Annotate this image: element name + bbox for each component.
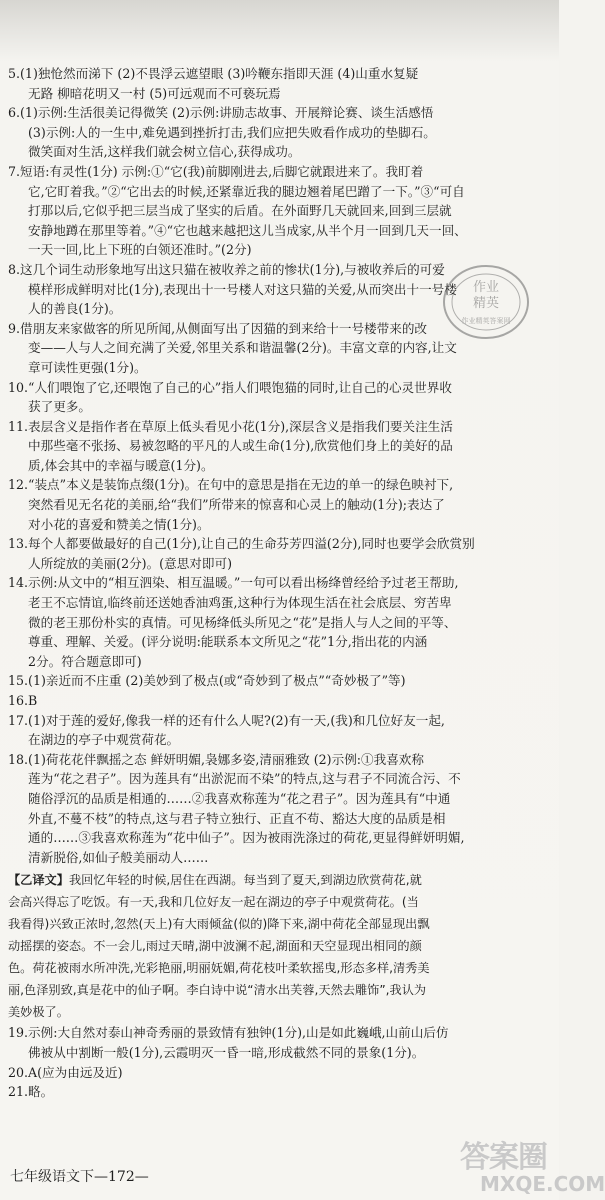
- answer-item: [8, 378, 548, 417]
- answer-line: 18.(1)荷花花伴飘摇之态 鲜妍明媚,袅娜多姿,清丽雅致 (2)示例:①我喜欢称: [8, 751, 424, 767]
- answer-line: 模样形成鲜明对比(1分),表现出十一号楼人对这只猫的关爱,从而突出十一号楼: [28, 281, 457, 297]
- yiwen-line: 会高兴得忘了吃饭。有一天,我和几位好友一起在湖边的亭子中观赏荷花。(当: [8, 895, 419, 910]
- answer-item: [8, 534, 548, 573]
- answer-line: 通的……③我喜欢称莲为“花中仙子”。因为被雨洗涤过的荷花,更显得鲜妍明媚,: [28, 830, 465, 846]
- answer-line: 无路 柳暗花明又一村 (5)可远观而不可亵玩焉: [28, 85, 281, 101]
- answer-item: [8, 417, 548, 476]
- answer-line: 获了更多。: [28, 399, 91, 415]
- answer-line: 人所绽放的美丽(2分)。(意思对即可): [28, 555, 232, 571]
- stamp-text-3: 作业精英答案网: [461, 317, 511, 325]
- answer-line: 对小花的喜爱和赞美之情(1分)。: [28, 516, 210, 532]
- answer-line: 人的善良(1分)。: [28, 301, 122, 317]
- answer-line: 变——人与人之间充满了关爱,邻里关系和谐温馨(2分)。丰富文章的内容,让文: [28, 340, 457, 356]
- answer-line: 20.A(应为由远及近): [8, 1064, 123, 1080]
- yiwen-line: [8, 869, 548, 891]
- answer-item: [8, 711, 548, 750]
- answer-item: [8, 1082, 548, 1102]
- answer-line: 质,体会其中的幸福与暖意(1分)。: [28, 457, 214, 473]
- answer-line: 17.(1)对于莲的爱好,像我一样的还有什么人呢?(2)有一天,(我)和几位好友一起,: [8, 712, 445, 728]
- answer-line: 21.略。: [8, 1084, 54, 1100]
- yiwen-line: 我看得)兴致正浓时,忽然(天上)有大雨倾盆(似的)降下来,湖中荷花全部显现出飘: [8, 917, 430, 932]
- answer-line: 中那些毫不张扬、易被忽略的平凡的人或生命(1分),欣赏他们身上的美好的品: [28, 438, 453, 454]
- answer-line: 2分。符合题意即可): [28, 653, 142, 669]
- stamp-text-1: 作业: [472, 280, 500, 295]
- answer-line: 6.(1)示例:生活很美记得微笑 (2)示例:讲励志故事、开展辩论赛、谈生活感悟: [8, 105, 434, 121]
- answer-line: 7.短语:有灵性(1分) 示例:①“它(我)前脚刚进去,后脚它就跟进来了。我盯着: [8, 163, 424, 179]
- yiwen-text: 我回忆年轻的时候,居住在西湖。每当到了夏天,到湖边欣赏荷花,就: [68, 873, 422, 888]
- answer-item: [8, 1063, 548, 1083]
- answer-line: 14.示例:从文中的“相互泗染、相互温暖。”一句可以看出杨绛曾经给予过老王帮助,: [8, 575, 459, 591]
- answer-line: (3)示例:人的一生中,难免遇到挫折打击,我们应把失败看作成功的垫脚石。: [28, 124, 436, 140]
- yiwen-line: 丽,色泽别致,真是花中的仙子啊。李白诗中说“清水出芙蓉,天然去雕饰”,我认为: [8, 983, 427, 998]
- yiwen-line: 色。荷花被雨水所冲洗,光彩艳丽,明丽妩媚,荷花枝叶柔软摇曳,形态多样,清秀美: [8, 961, 430, 976]
- answer-item: [8, 162, 548, 260]
- answer-line: 安静地蹲在那里等着。”④“它也越来越把这儿当成家,从半个月一回到几天一回、: [28, 222, 467, 238]
- watermark-line1: 答案圈: [460, 1140, 547, 1175]
- answer-line: 微笑面对生活,这样我们就会树立信心,获得成功。: [28, 144, 301, 160]
- answer-line: 它,它盯着我。”②“它出去的时候,还紧靠近我的腿边翘着尾巴蹭了一下。”③“可自: [28, 183, 465, 199]
- page-footer: 七年级语文下—172—: [10, 1169, 149, 1185]
- answer-line: 8.这几个词生动形象地写出这只猫在被收养之前的惨状(1分),与被收养后的可爱: [8, 261, 445, 277]
- yiwen-line: 动摇摆的姿态。不一会儿,雨过天晴,湖中波澜不起,湖面和天空显现出相同的颜: [8, 939, 422, 954]
- answer-line: 一天一回,比上下班的白领还准时。”(2分): [28, 242, 252, 258]
- answer-item: [8, 671, 548, 691]
- answer-item: [8, 750, 548, 868]
- answer-line: 在湖边的亭子中观赏荷花。: [28, 732, 180, 748]
- answer-line: 尊重、理解、关爱。(评分说明:能联系本文所见之“花”1分,指出花的内涵: [28, 634, 428, 650]
- answer-content: [8, 64, 548, 1102]
- answer-line: 突然看见无名花的美丽,给“我们”所带来的惊喜和心灵上的触动(1分);表达了: [28, 497, 445, 513]
- watermark-logo: [452, 1130, 605, 1196]
- answer-line: 13.每个人都要做最好的自己(1分),让自己的生命芬芳四溢(2分),同时也要学会欣赏别: [8, 536, 475, 552]
- answer-line: 老王不忘情谊,临终前还送她香油鸡蛋,这种行为体现生活在社会底层、穷苦卑: [28, 595, 452, 611]
- answer-line: 打那以后,它似乎把三层当成了坚实的后盾。在外面野几天就回来,回到三层就: [28, 203, 452, 219]
- answer-item: [8, 475, 548, 534]
- answer-line: 12.“装点”本义是装饰点缀(1分)。在句中的意思是指在无边的单一的绿色映衬下,: [8, 477, 454, 493]
- answer-line: 16.B: [8, 693, 38, 708]
- answer-line: 15.(1)亲近而不庄重 (2)美妙到了极点(或“奇妙到了极点”“奇妙极了”等): [8, 673, 406, 689]
- answer-item: [8, 1023, 548, 1062]
- answer-line: 莲为“花之君子”。因为莲具有“出淤泥而不染”的特点,这与君子不同流合污、不: [28, 771, 461, 787]
- answer-line: 随俗浮沉的品质是相通的……②我喜欢称莲为“花之君子”。因为莲具有“中通: [28, 790, 451, 806]
- answer-item: [8, 103, 548, 162]
- answer-line: 9.借朋友来家做客的所见所闻,从侧面写出了因猫的到来给十一号楼带来的改: [8, 320, 428, 336]
- answer-line: 外直,不蔓不枝”的特点,这与君子特立独行、正直不苟、豁达大度的品质是相: [28, 810, 446, 826]
- answer-line: 11.表层含义是指作者在草原上低头看见小花(1分),深层含义是指我们要关注生活: [8, 418, 453, 434]
- answer-line: 清新脱俗,如仙子般美丽动人……: [28, 849, 209, 865]
- answer-item: [8, 691, 548, 711]
- yiwen-translation: [8, 869, 548, 1023]
- watermark-line2: MXQE.COM: [480, 1172, 605, 1196]
- answer-line: 5.(1)独怆然而涕下 (2)不畏浮云遮望眼 (3)吟鞭东指即天涯 (4)山重水复疑: [8, 66, 419, 81]
- stamp-seal: [442, 263, 530, 341]
- answer-line: 微的老王那份朴实的真情。可见杨绛低头所见之“花”是指人与人之间的平等、: [28, 614, 457, 630]
- answer-line: 章可读性更强(1分)。: [28, 359, 147, 375]
- yiwen-label: 【乙译文】: [8, 873, 69, 888]
- top-strip: [0, 0, 559, 62]
- answer-line: 佛被从中割断一般(1分),云霞明灭一昏一暗,形成截然不同的景象(1分)。: [28, 1044, 425, 1060]
- answer-line: 10.“人们喂饱了它,还喂饱了自己的心”指人们喂饱猫的同时,让自己的心灵世界收: [8, 379, 452, 395]
- yiwen-line: 美妙极了。: [8, 1005, 69, 1020]
- answer-item: [8, 64, 548, 103]
- answer-item: [8, 573, 548, 671]
- stamp-text-2: 精英: [472, 296, 500, 311]
- answer-line: 19.示例:大自然对泰山神奇秀丽的景致情有独钟(1分),山是如此巍峨,山前山后仿: [8, 1025, 449, 1041]
